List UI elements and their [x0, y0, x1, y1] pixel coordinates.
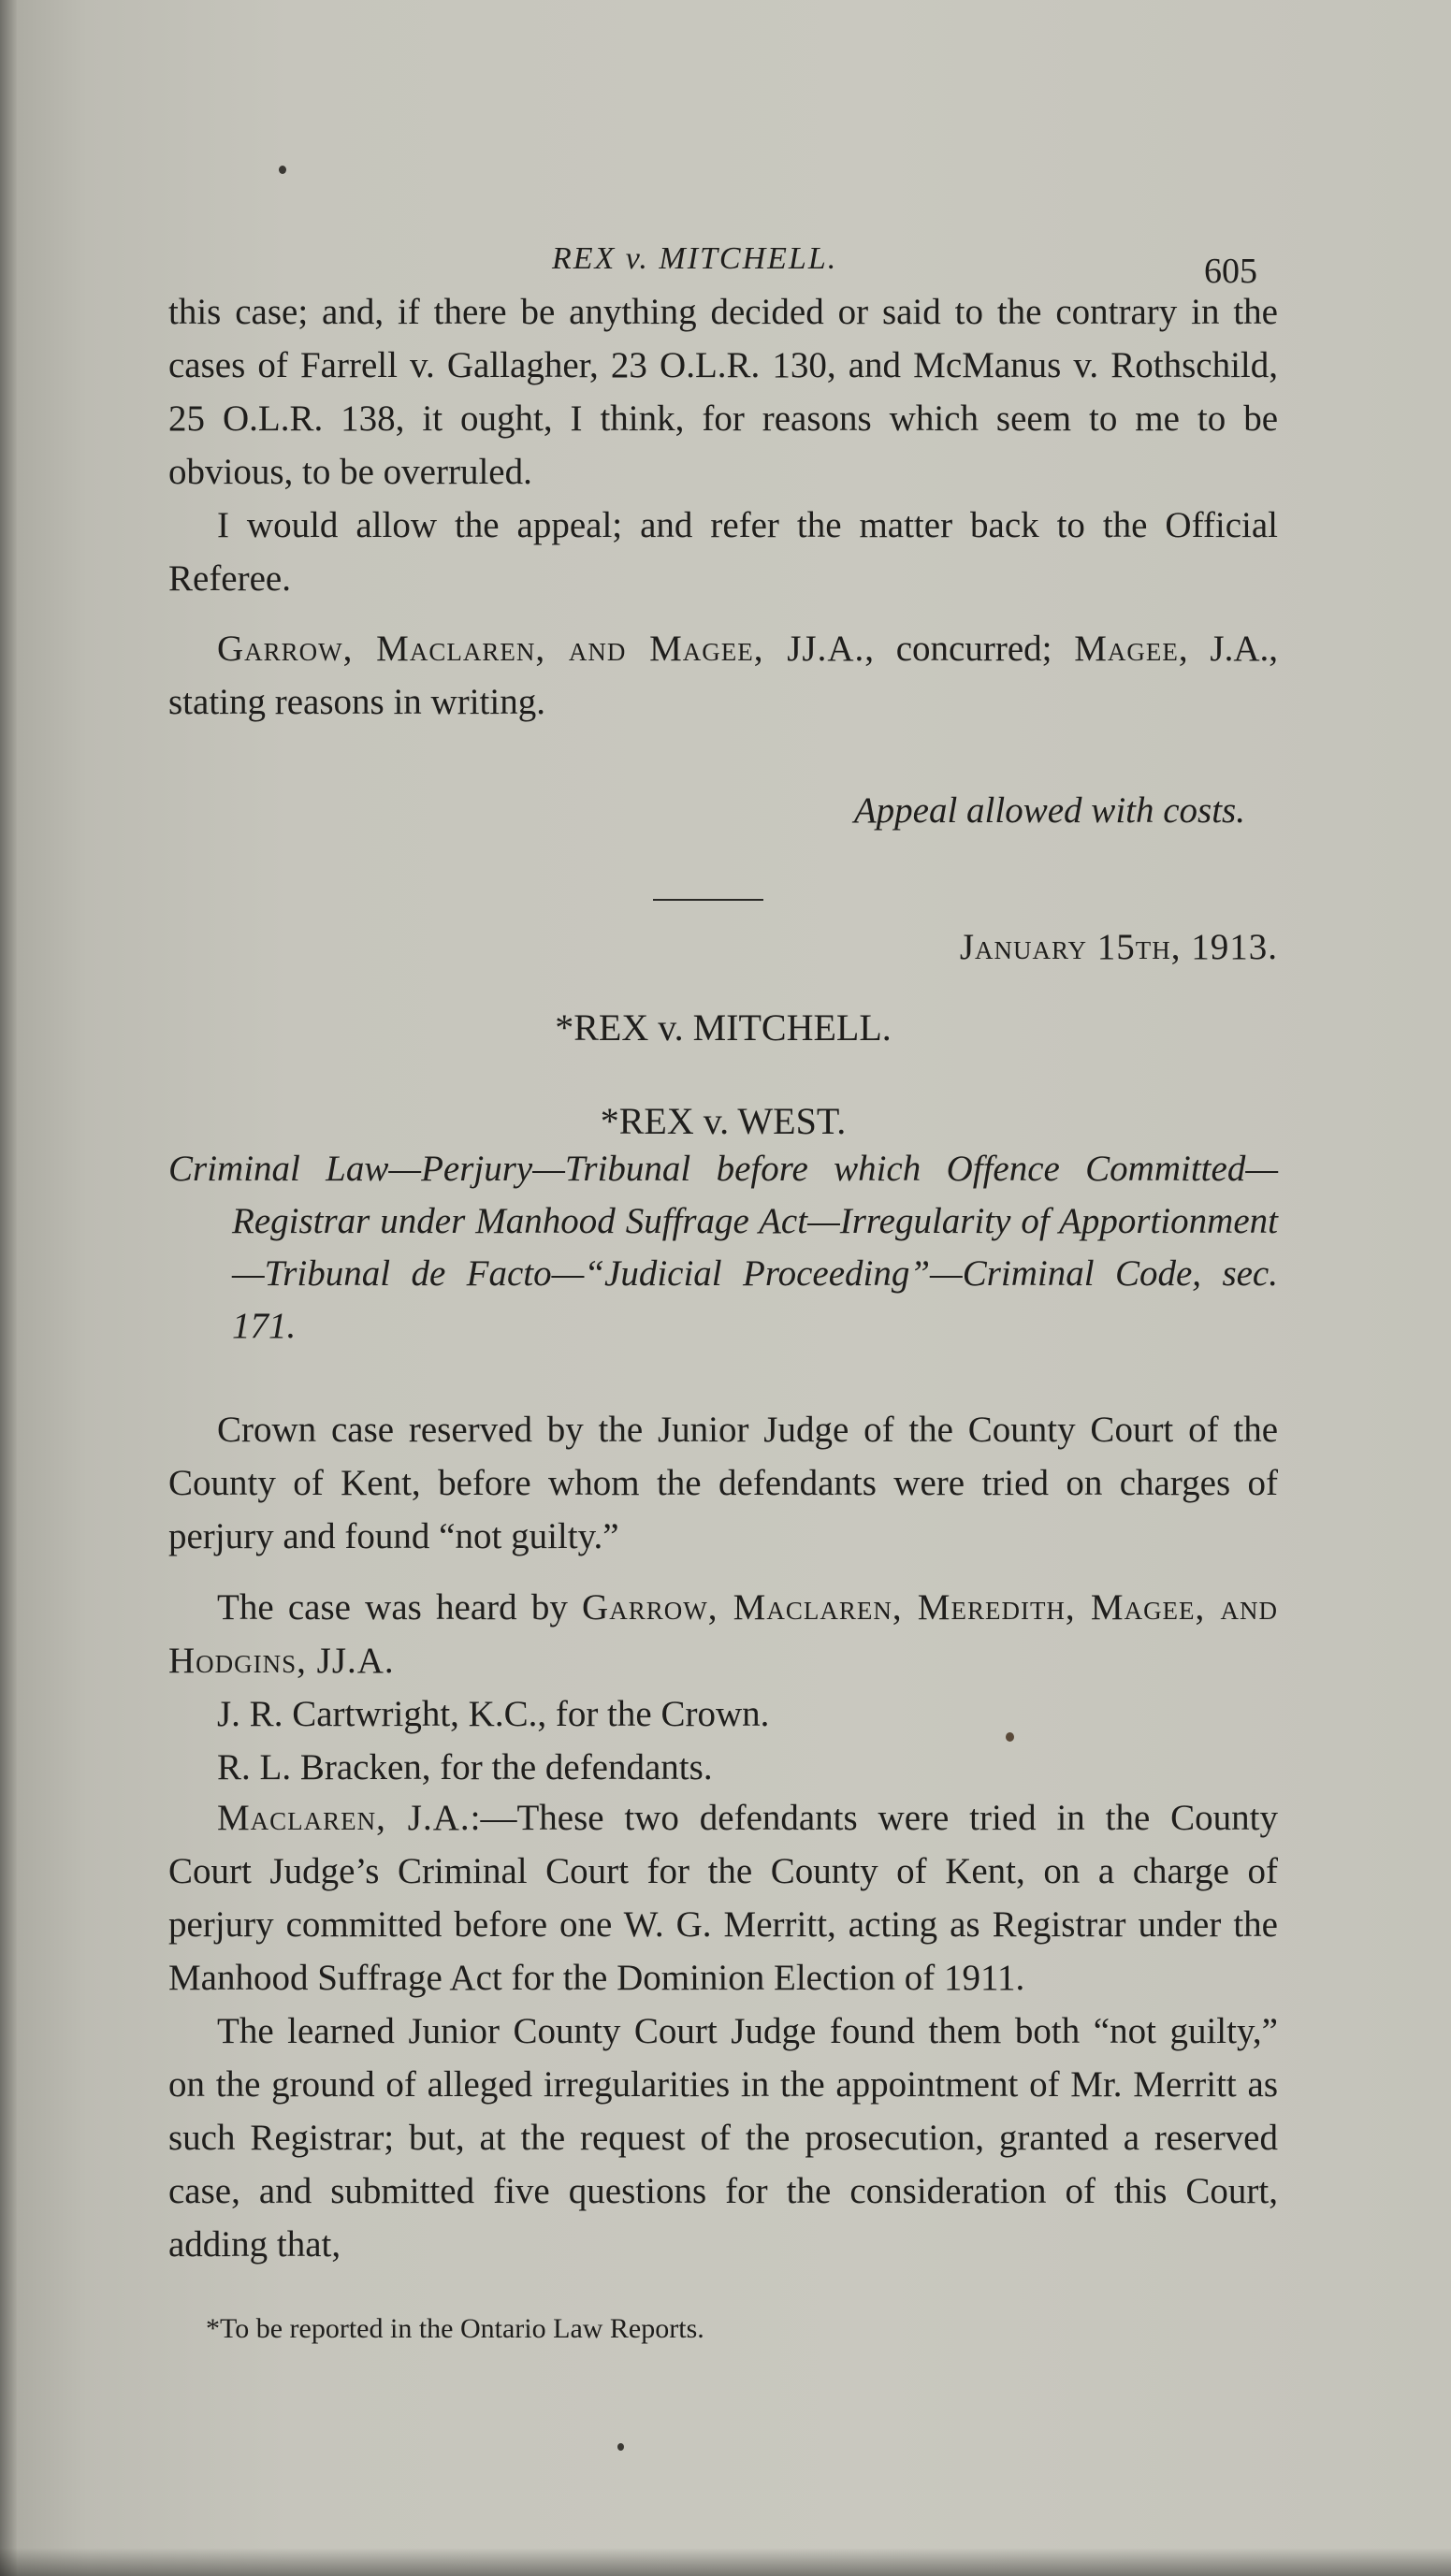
footnote: *To be reported in the Ontario Law Reports.	[206, 2313, 704, 2344]
concurrence-paragraph	[168, 622, 1278, 729]
closing-paragraph: this case; and, if there be anything decided or said to the contrary in the cases of Farrell v. Gallagher, 23 O.L.R. 130, and McManus v. Rothschild, 25 O.L.R. 138, it ought, I think, for reasons which seem to me to be obvious, to be overruled.	[168, 292, 1278, 492]
running-head: REX v. MITCHELL.	[552, 241, 838, 276]
ink-spot	[279, 166, 286, 174]
case-result: Appeal allowed with costs.	[853, 790, 1245, 831]
ink-spot	[617, 2443, 624, 2451]
section-divider	[653, 899, 763, 901]
page-bottom-shadow	[0, 2548, 1451, 2576]
prior-case-conclusion	[168, 285, 1278, 605]
case-title-west: *REX v. WEST.	[600, 1100, 847, 1142]
concurrence-judges: Garrow, Maclaren, and Magee, JJ.A.	[217, 629, 865, 669]
heard-prefix: The case was heard by	[217, 1587, 583, 1628]
page-number: 605	[1204, 252, 1257, 291]
concurrence	[168, 622, 1278, 729]
counsel-defence: R. L. Bracken, for the defendants.	[217, 1747, 713, 1787]
hearing-details	[168, 1581, 1278, 1794]
concurrence-rest: , concurred;	[864, 629, 1075, 669]
heard-judges: Garrow, Maclaren, Meredith, Magee, and Hodgins, JJ.A.	[168, 1587, 1278, 1681]
judgment-author: Maclaren, J.A.	[217, 1798, 471, 1838]
ink-spot	[1006, 1732, 1014, 1742]
case-title-mitchell: *REX v. MITCHELL.	[555, 1006, 892, 1049]
disposition-paragraph: I would allow the appeal; and refer the matter back to the Official Referee.	[168, 505, 1278, 599]
headnote: Criminal Law—Perjury—Tribunal before which Offence Committed—Registrar under Manhood Suffrage Act—Irregularity of Apportionment—Tribunal de Facto—“Judicial Proceeding”—Criminal Code, sec. 171.	[168, 1149, 1278, 1346]
concurrence-end: , J.A., stating reasons in writing.	[168, 629, 1278, 722]
page-spine-shadow	[0, 0, 17, 2576]
statement-paragraph: Crown case reserved by the Junior Judge of the County Court of the County of Kent, before whom the defendants were tried on charges of perjury and found “not guilty.”	[168, 1410, 1278, 1556]
judgment	[168, 1791, 1278, 2271]
concurrence-magee: Magee	[1074, 629, 1179, 669]
judgment-p1-text: :—These two defendants were tried in the County Court Judge’s Criminal Court for the County of Kent, on a charge of perjury committed before one W. G. Merritt, acting as Registrar under the Manhood Suffrage Act for the Dominion Election of 1911.	[168, 1798, 1278, 1998]
case-statement	[168, 1403, 1278, 1563]
judgment-paragraph-1	[168, 1791, 1278, 2004]
heard-paragraph	[168, 1581, 1278, 1687]
counsel-crown: J. R. Cartwright, K.C., for the Crown.	[217, 1694, 770, 1734]
judgment-paragraph-2: The learned Junior County Court Judge found them both “not guilty,” on the ground of alleged irregularities in the appointment of Mr. Merritt as such Registrar; but, at the request of the prosecution, granted a reserved case, and submitted five questions for the consideration of this Court, adding that,	[168, 2011, 1278, 2265]
judgment-date: January 15th, 1913.	[959, 927, 1278, 967]
